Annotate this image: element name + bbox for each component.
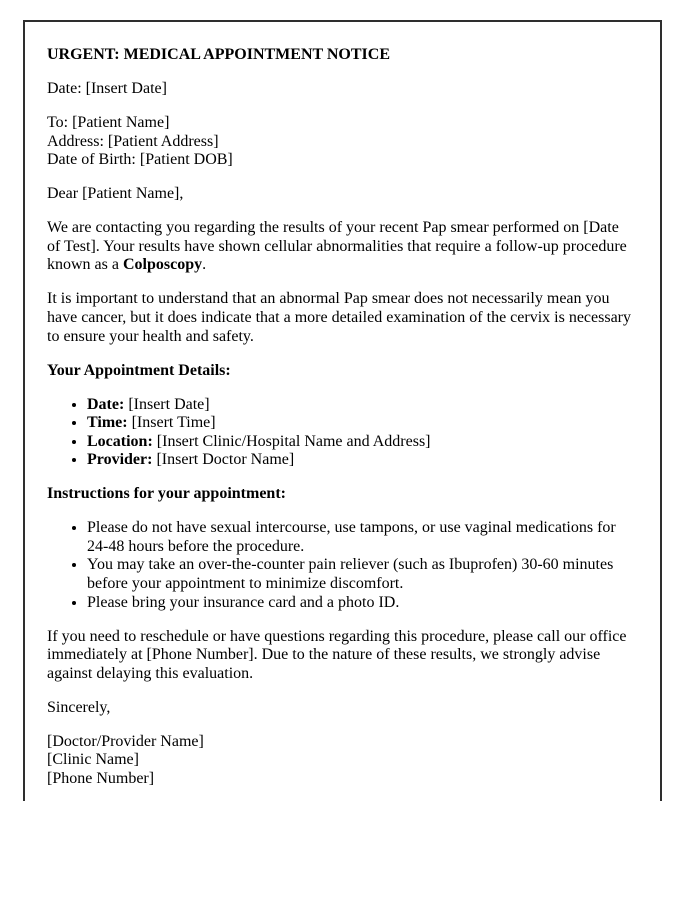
appointment-date-item: [87, 396, 638, 415]
instruction-item-bring-id: [87, 594, 638, 613]
instruction-pain-reliever-line-1: • You may take an over-the-counter pain reliever (such as Ibuprofen) 30-60 minutes: [87, 556, 614, 574]
reassurance-line-1: It is important to understand that an abnormal Pap smear does not necessarily mean you: [47, 290, 610, 308]
instruction-abstain-line-1: • Please do not have sexual intercourse, use tampons, or use vaginal medications for: [87, 519, 616, 537]
recipient-to: To: [Patient Name]: [47, 114, 170, 132]
date-line: Date: [Insert Date]: [47, 80, 167, 98]
appointment-provider-label: Provider:: [87, 451, 153, 469]
results-line-3-suffix: .: [202, 256, 207, 274]
appointment-date-label: Date:: [87, 395, 125, 413]
reassurance-paragraph: [47, 290, 638, 346]
appointment-time-label: Time:: [87, 414, 128, 432]
signature-phone: [Phone Number]: [47, 769, 155, 787]
reschedule-line-1: If you need to reschedule or have questions regarding this procedure, please call our office: [47, 627, 627, 645]
signature-provider: [Doctor/Provider Name]: [47, 732, 204, 750]
instruction-bring-id-line-1: • Please bring your insurance card and a photo ID.: [87, 593, 400, 611]
salutation: Dear [Patient Name],: [47, 185, 184, 203]
instructions-heading: Instructions for your appointment:: [47, 485, 286, 503]
recipient-address: Address: [Patient Address]: [47, 132, 219, 150]
reschedule-line-2: immediately at [Phone Number]. Due to the nature of these results, we strongly advise: [47, 646, 601, 664]
results-line-1: We are contacting you regarding the results of your recent Pap smear performed on [Date: [47, 219, 619, 237]
results-paragraph: [47, 219, 638, 275]
reassurance-line-2: have cancer, but it does indicate that a more detailed examination of the cervix is necessary: [47, 308, 632, 326]
closing: Sincerely,: [47, 698, 111, 716]
appointment-location-label: Location:: [87, 432, 153, 450]
colposcopy-term: Colposcopy: [122, 256, 203, 274]
signature-clinic: [Clinic Name]: [47, 751, 139, 769]
letter-document: [23, 20, 662, 801]
appointment-details-heading: Your Appointment Details:: [47, 361, 231, 379]
appointment-location-item: [87, 433, 638, 452]
letter-title: URGENT: MEDICAL APPOINTMENT NOTICE: [47, 46, 390, 63]
appointment-time-item: [87, 414, 638, 433]
instruction-pain-reliever-line-2: before your appointment to minimize discomfort.: [87, 574, 404, 592]
recipient-dob: Date of Birth: [Patient DOB]: [47, 151, 233, 169]
appointment-time-value: [Insert Time]: [127, 414, 216, 432]
reassurance-line-3: to ensure your health and safety.: [47, 327, 254, 345]
instructions-list: [47, 519, 638, 612]
reschedule-paragraph: [47, 628, 638, 684]
appointment-details-list: [47, 396, 638, 470]
results-line-3-prefix: known as a: [47, 256, 123, 274]
recipient-block: [47, 114, 638, 170]
results-line-3: [47, 256, 638, 275]
appointment-date-value: [Insert Date]: [124, 395, 210, 413]
instruction-item-pain-reliever: [87, 556, 638, 593]
results-line-2: of Test]. Your results have shown cellular abnormalities that require a follow-up procedure: [47, 237, 627, 255]
signature-block: [47, 733, 638, 789]
appointment-provider-item: [87, 451, 638, 470]
instruction-abstain-line-2: 24-48 hours before the procedure.: [87, 537, 305, 555]
instruction-item-abstain: [87, 519, 638, 556]
appointment-provider-value: [Insert Doctor Name]: [152, 451, 295, 469]
reschedule-line-3: against delaying this evaluation.: [47, 664, 254, 682]
appointment-location-value: [Insert Clinic/Hospital Name and Address]: [152, 432, 431, 450]
